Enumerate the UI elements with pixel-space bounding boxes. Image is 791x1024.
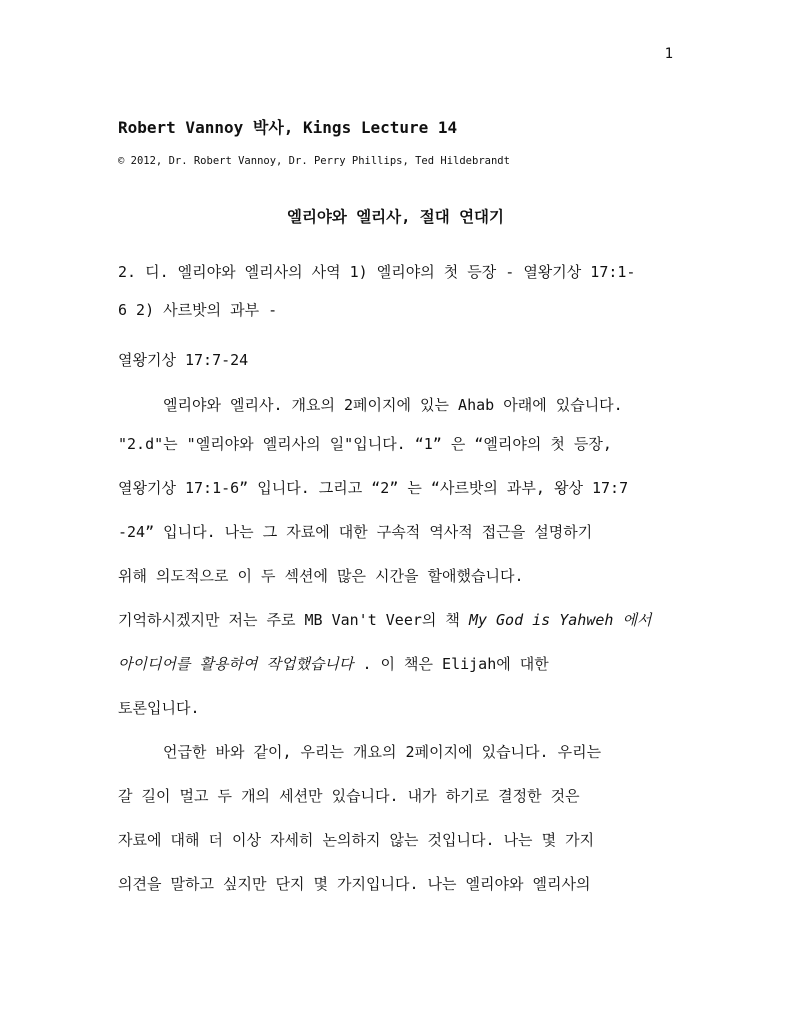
paragraph-1-line-7 <box>118 657 549 672</box>
paragraph-2-line-4: 의견을 말하고 싶지만 단지 몇 가지입니다. 나는 엘리야와 엘리사의 <box>118 875 591 893</box>
book-title-italic: My God is Yahweh 에서 <box>468 611 652 629</box>
outline-line-2: 6 2) 사르밧의 과부 - <box>118 301 278 319</box>
paragraph-1-line-8: 토론입니다. <box>118 699 200 717</box>
outline-line-1: 2. 디. 엘리야와 엘리사의 사역 1) 엘리야의 첫 등장 - 열왕기상 17:1- <box>118 263 636 281</box>
document-title: Robert Vannoy 박사, Kings Lecture 14 <box>118 118 458 137</box>
paragraph-2-line-3: 자료에 대해 더 이상 자세히 논의하지 않는 것입니다. 나는 몇 가지 <box>118 831 595 849</box>
paragraph-1-line-6-text: 기억하시겠지만 저는 주로 MB Van't Veer의 책 <box>118 611 469 629</box>
paragraph-1-line-2: "2.d"는 "엘리야와 엘리사의 일"입니다. “1” 은 “엘리야의 첫 등장, <box>118 435 612 453</box>
page-number: 1 <box>664 46 673 62</box>
section-subtitle: 엘리야와 엘리사, 절대 연대기 <box>286 208 504 226</box>
paragraph-1-line-4: -24” 입니다. 나는 그 자료에 대한 구속적 역사적 접근을 설명하기 <box>118 523 593 541</box>
paragraph-1-line-6 <box>118 613 651 628</box>
paragraph-2-line-2: 갈 길이 멀고 두 개의 세션만 있습니다. 내가 하기로 결정한 것은 <box>118 787 580 805</box>
paragraph-1-line-5: 위해 의도적으로 이 두 섹션에 많은 시간을 할애했습니다. <box>118 567 524 585</box>
paragraph-1-line-7-text: . 이 책은 Elijah에 대한 <box>353 655 549 673</box>
outline-line-3: 열왕기상 17:7-24 <box>118 351 249 369</box>
paragraph-1-line-1: 엘리야와 엘리사. 개요의 2페이지에 있는 Ahab 아래에 있습니다. <box>163 396 623 414</box>
paragraph-2-line-1: 언급한 바와 같이, 우리는 개요의 2페이지에 있습니다. 우리는 <box>163 743 602 761</box>
italic-continuation: 아이디어를 활용하여 작업했습니다 <box>118 655 354 673</box>
paragraph-1-line-3: 열왕기상 17:1-6” 입니다. 그리고 “2” 는 “사르밧의 과부, 왕상 17:7 <box>118 479 629 497</box>
copyright-line: © 2012, Dr. Robert Vannoy, Dr. Perry Phillips, Ted Hildebrandt <box>118 155 510 167</box>
